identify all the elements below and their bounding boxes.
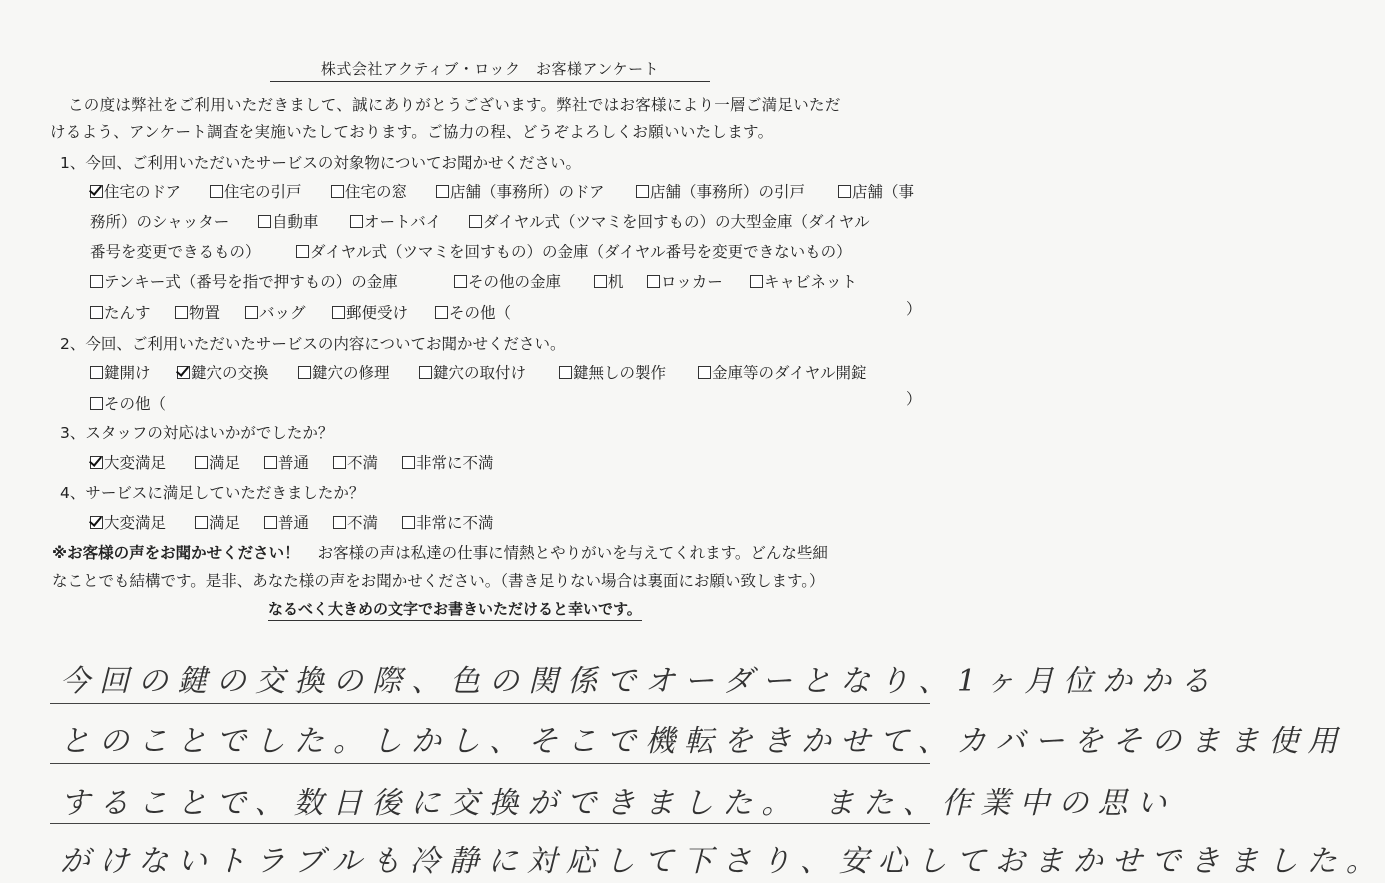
option-label: 自動車 [272, 213, 319, 231]
option-label: その他（ [449, 304, 512, 322]
checkbox-icon[interactable] [90, 306, 103, 319]
option-label: その他（ [104, 395, 167, 413]
q2-option-cylinder-replace[interactable] [177, 361, 269, 383]
checkbox-icon[interactable] [454, 275, 467, 288]
checkbox-icon[interactable] [350, 215, 363, 228]
option-label: 普通 [278, 454, 310, 472]
q1-option-dial-safe[interactable] [296, 240, 852, 262]
q1-option-dial-large-safe[interactable] [469, 210, 870, 232]
question-2: 2、今回、ご利用いただいたサービスの内容についてお聞かせください。 [60, 335, 566, 353]
checkbox-icon[interactable] [331, 185, 344, 198]
option-label: 非常に不満 [416, 454, 494, 472]
option-label: 鍵無しの製作 [573, 364, 667, 382]
option-label: ダイヤル式（ツマミを回すもの）の金庫（ダイヤル番号を変更できないもの） [310, 243, 852, 261]
q1-option-bag[interactable] [245, 301, 306, 323]
writing-rule [50, 703, 930, 704]
checkbox-icon[interactable] [245, 306, 258, 319]
checkbox-icon[interactable] [264, 456, 277, 469]
option-label: キャビネット [764, 273, 858, 291]
q1-option-storage[interactable] [175, 301, 220, 323]
voice-heading-line [52, 541, 828, 563]
checkbox-checked-icon[interactable] [90, 456, 103, 469]
q1-option-shutter-wrap: 務所）のシャッター [90, 213, 230, 231]
q2-other-close-paren: ） [906, 390, 922, 408]
option-label: 非常に不満 [416, 514, 494, 532]
checkbox-icon[interactable] [175, 306, 188, 319]
q3-option-dissatisfied[interactable] [333, 451, 378, 473]
option-label: 鍵穴の交換 [191, 364, 269, 382]
option-label: バッグ [259, 304, 306, 322]
checkbox-icon[interactable] [435, 306, 448, 319]
checkbox-icon[interactable] [838, 185, 851, 198]
q1-option-car[interactable] [258, 210, 319, 232]
q1-option-dial-wrap: 番号を変更できるもの） [90, 243, 261, 261]
q2-option-other[interactable] [90, 392, 166, 414]
question-3: 3、スタッフの対応はいかがでしたか？ [60, 424, 334, 442]
checkbox-icon[interactable] [559, 366, 572, 379]
q1-other-close-paren: ） [906, 300, 922, 318]
option-label: 郵便受け [346, 304, 409, 322]
option-label: 物置 [189, 304, 221, 322]
option-label: 住宅の窓 [345, 183, 408, 201]
checkbox-icon[interactable] [698, 366, 711, 379]
option-label: テンキー式（番号を指で押すもの）の金庫 [104, 273, 398, 291]
q3-option-satisfied[interactable] [195, 451, 240, 473]
option-label: 普通 [278, 514, 310, 532]
q4-option-very-satisfied[interactable] [90, 511, 166, 533]
option-label: 鍵穴の取付け [433, 364, 527, 382]
q4-option-very-dissatisfied[interactable] [402, 511, 494, 533]
q2-option-cylinder-repair[interactable] [298, 361, 390, 383]
q4-option-dissatisfied[interactable] [333, 511, 378, 533]
q1-option-locker[interactable] [647, 270, 723, 292]
checkbox-icon[interactable] [594, 275, 607, 288]
checkbox-icon[interactable] [333, 516, 346, 529]
option-label: 店舗（事務所）の引戸 [650, 183, 806, 201]
voice-heading: ※お客様の声をお聞かせください！ [52, 544, 300, 562]
checkbox-icon[interactable] [750, 275, 763, 288]
q1-option-mailbox[interactable] [332, 301, 408, 323]
checkbox-icon[interactable] [195, 516, 208, 529]
handwriting-line-2: とのことでした。しかし、そこで機転をきかせて、カバーをそのまま使用 [60, 724, 1347, 759]
checkbox-icon[interactable] [210, 185, 223, 198]
option-label: 机 [608, 273, 624, 291]
checkbox-checked-icon[interactable] [177, 366, 190, 379]
option-label: 大変満足 [104, 454, 167, 472]
checkbox-icon[interactable] [402, 516, 415, 529]
question-1: 1、今回、ご利用いただいたサービスの対象物についてお聞かせください。 [60, 154, 582, 172]
q3-option-very-satisfied[interactable] [90, 451, 166, 473]
checkbox-icon[interactable] [264, 516, 277, 529]
q2-option-keyless-make[interactable] [559, 361, 666, 383]
checkbox-checked-icon[interactable] [90, 185, 103, 198]
checkbox-icon[interactable] [419, 366, 432, 379]
option-label: 満足 [209, 514, 241, 532]
checkbox-icon[interactable] [333, 456, 346, 469]
checkbox-icon[interactable] [90, 397, 103, 410]
voice-text-1: お客様の声は私達の仕事に情熱とやりがいを与えてくれます。どんな些細 [317, 544, 828, 562]
option-label: 住宅のドア [104, 183, 182, 201]
q1-option-chest[interactable] [90, 301, 151, 323]
option-label: 大変満足 [104, 514, 167, 532]
handwriting-line-3: することで、数日後に交換ができました。 また、作業中の思い [60, 786, 1176, 821]
option-label: 店舗（事務所）のドア [450, 183, 605, 201]
option-label: ロッカー [661, 273, 723, 291]
writing-rule [50, 823, 930, 824]
option-label: 住宅の引戸 [224, 183, 302, 201]
q1-option-cabinet[interactable] [750, 270, 857, 292]
q1-option-store-door[interactable] [436, 180, 605, 202]
checkbox-checked-icon[interactable] [90, 516, 103, 529]
q4-option-satisfied[interactable] [195, 511, 240, 533]
q1-option-house-window[interactable] [331, 180, 407, 202]
option-label: 不満 [347, 514, 379, 532]
checkbox-icon[interactable] [436, 185, 449, 198]
option-label: その他の金庫 [468, 273, 562, 291]
survey-title: 株式会社アクティブ・ロック お客様アンケート [270, 58, 710, 82]
voice-text-2: なことでも結構です。是非、あなた様の声をお聞かせください。（書き足りない場合は裏面にお願い致します。） [52, 572, 825, 590]
q1-option-motorcycle[interactable] [350, 210, 441, 232]
option-label: 鍵穴の修理 [312, 364, 390, 382]
intro-line-2: けるよう、アンケート調査を実施いたしております。ご協力の程、どうぞよろしくお願いいたします。 [50, 123, 774, 141]
q1-option-desk[interactable] [594, 270, 624, 292]
option-label: ダイヤル式（ツマミを回すもの）の大型金庫（ダイヤル [483, 213, 870, 231]
q1-option-tenkey-safe[interactable] [90, 270, 398, 292]
option-label: 不満 [347, 454, 379, 472]
intro-line-1: この度は弊社をご利用いただきまして、誠にありがとうございます。弊社ではお客様により一層ご満足いただ [68, 96, 841, 114]
checkbox-icon[interactable] [90, 275, 103, 288]
q1-option-other-safe[interactable] [454, 270, 561, 292]
q1-option-store-sliding[interactable] [636, 180, 805, 202]
q1-option-house-sliding[interactable] [210, 180, 302, 202]
handwriting-line-1: 今回の鍵の交換の際、色の関係でオーダーとなり、1ヶ月位かかる [60, 664, 1220, 699]
option-label: 鍵開け [104, 364, 151, 382]
q1-option-store-shutter[interactable] [838, 180, 914, 202]
checkbox-icon[interactable] [402, 456, 415, 469]
q3-option-very-dissatisfied[interactable] [402, 451, 494, 473]
handwriting-line-4: がけないトラブルも冷静に対応して下さり、安心しておまかせできました。 [60, 844, 1385, 879]
checkbox-icon[interactable] [332, 306, 345, 319]
q2-option-safe-dial-open[interactable] [698, 361, 867, 383]
question-4: 4、サービスに満足していただきましたか？ [60, 484, 365, 502]
checkbox-icon[interactable] [195, 456, 208, 469]
checkbox-icon[interactable] [296, 245, 309, 258]
option-label: 満足 [209, 454, 241, 472]
checkbox-icon[interactable] [647, 275, 660, 288]
option-label: たんす [104, 304, 151, 322]
q3-option-neutral[interactable] [264, 451, 309, 473]
voice-emphasis: なるべく大きめの文字でお書きいただけると幸いです。 [268, 598, 642, 621]
option-label: 店舗（事 [852, 183, 915, 201]
writing-rule [50, 763, 930, 764]
option-label: 金庫等のダイヤル開錠 [712, 364, 867, 382]
q2-option-cylinder-install[interactable] [419, 361, 526, 383]
q1-option-house-door[interactable] [90, 180, 181, 202]
checkbox-icon[interactable] [469, 215, 482, 228]
checkbox-icon[interactable] [90, 366, 103, 379]
q1-option-other[interactable] [435, 301, 511, 323]
checkbox-icon[interactable] [258, 215, 271, 228]
q4-option-neutral[interactable] [264, 511, 309, 533]
q2-option-unlock[interactable] [90, 361, 151, 383]
checkbox-icon[interactable] [636, 185, 649, 198]
option-label: オートバイ [364, 213, 442, 231]
checkbox-icon[interactable] [298, 366, 311, 379]
